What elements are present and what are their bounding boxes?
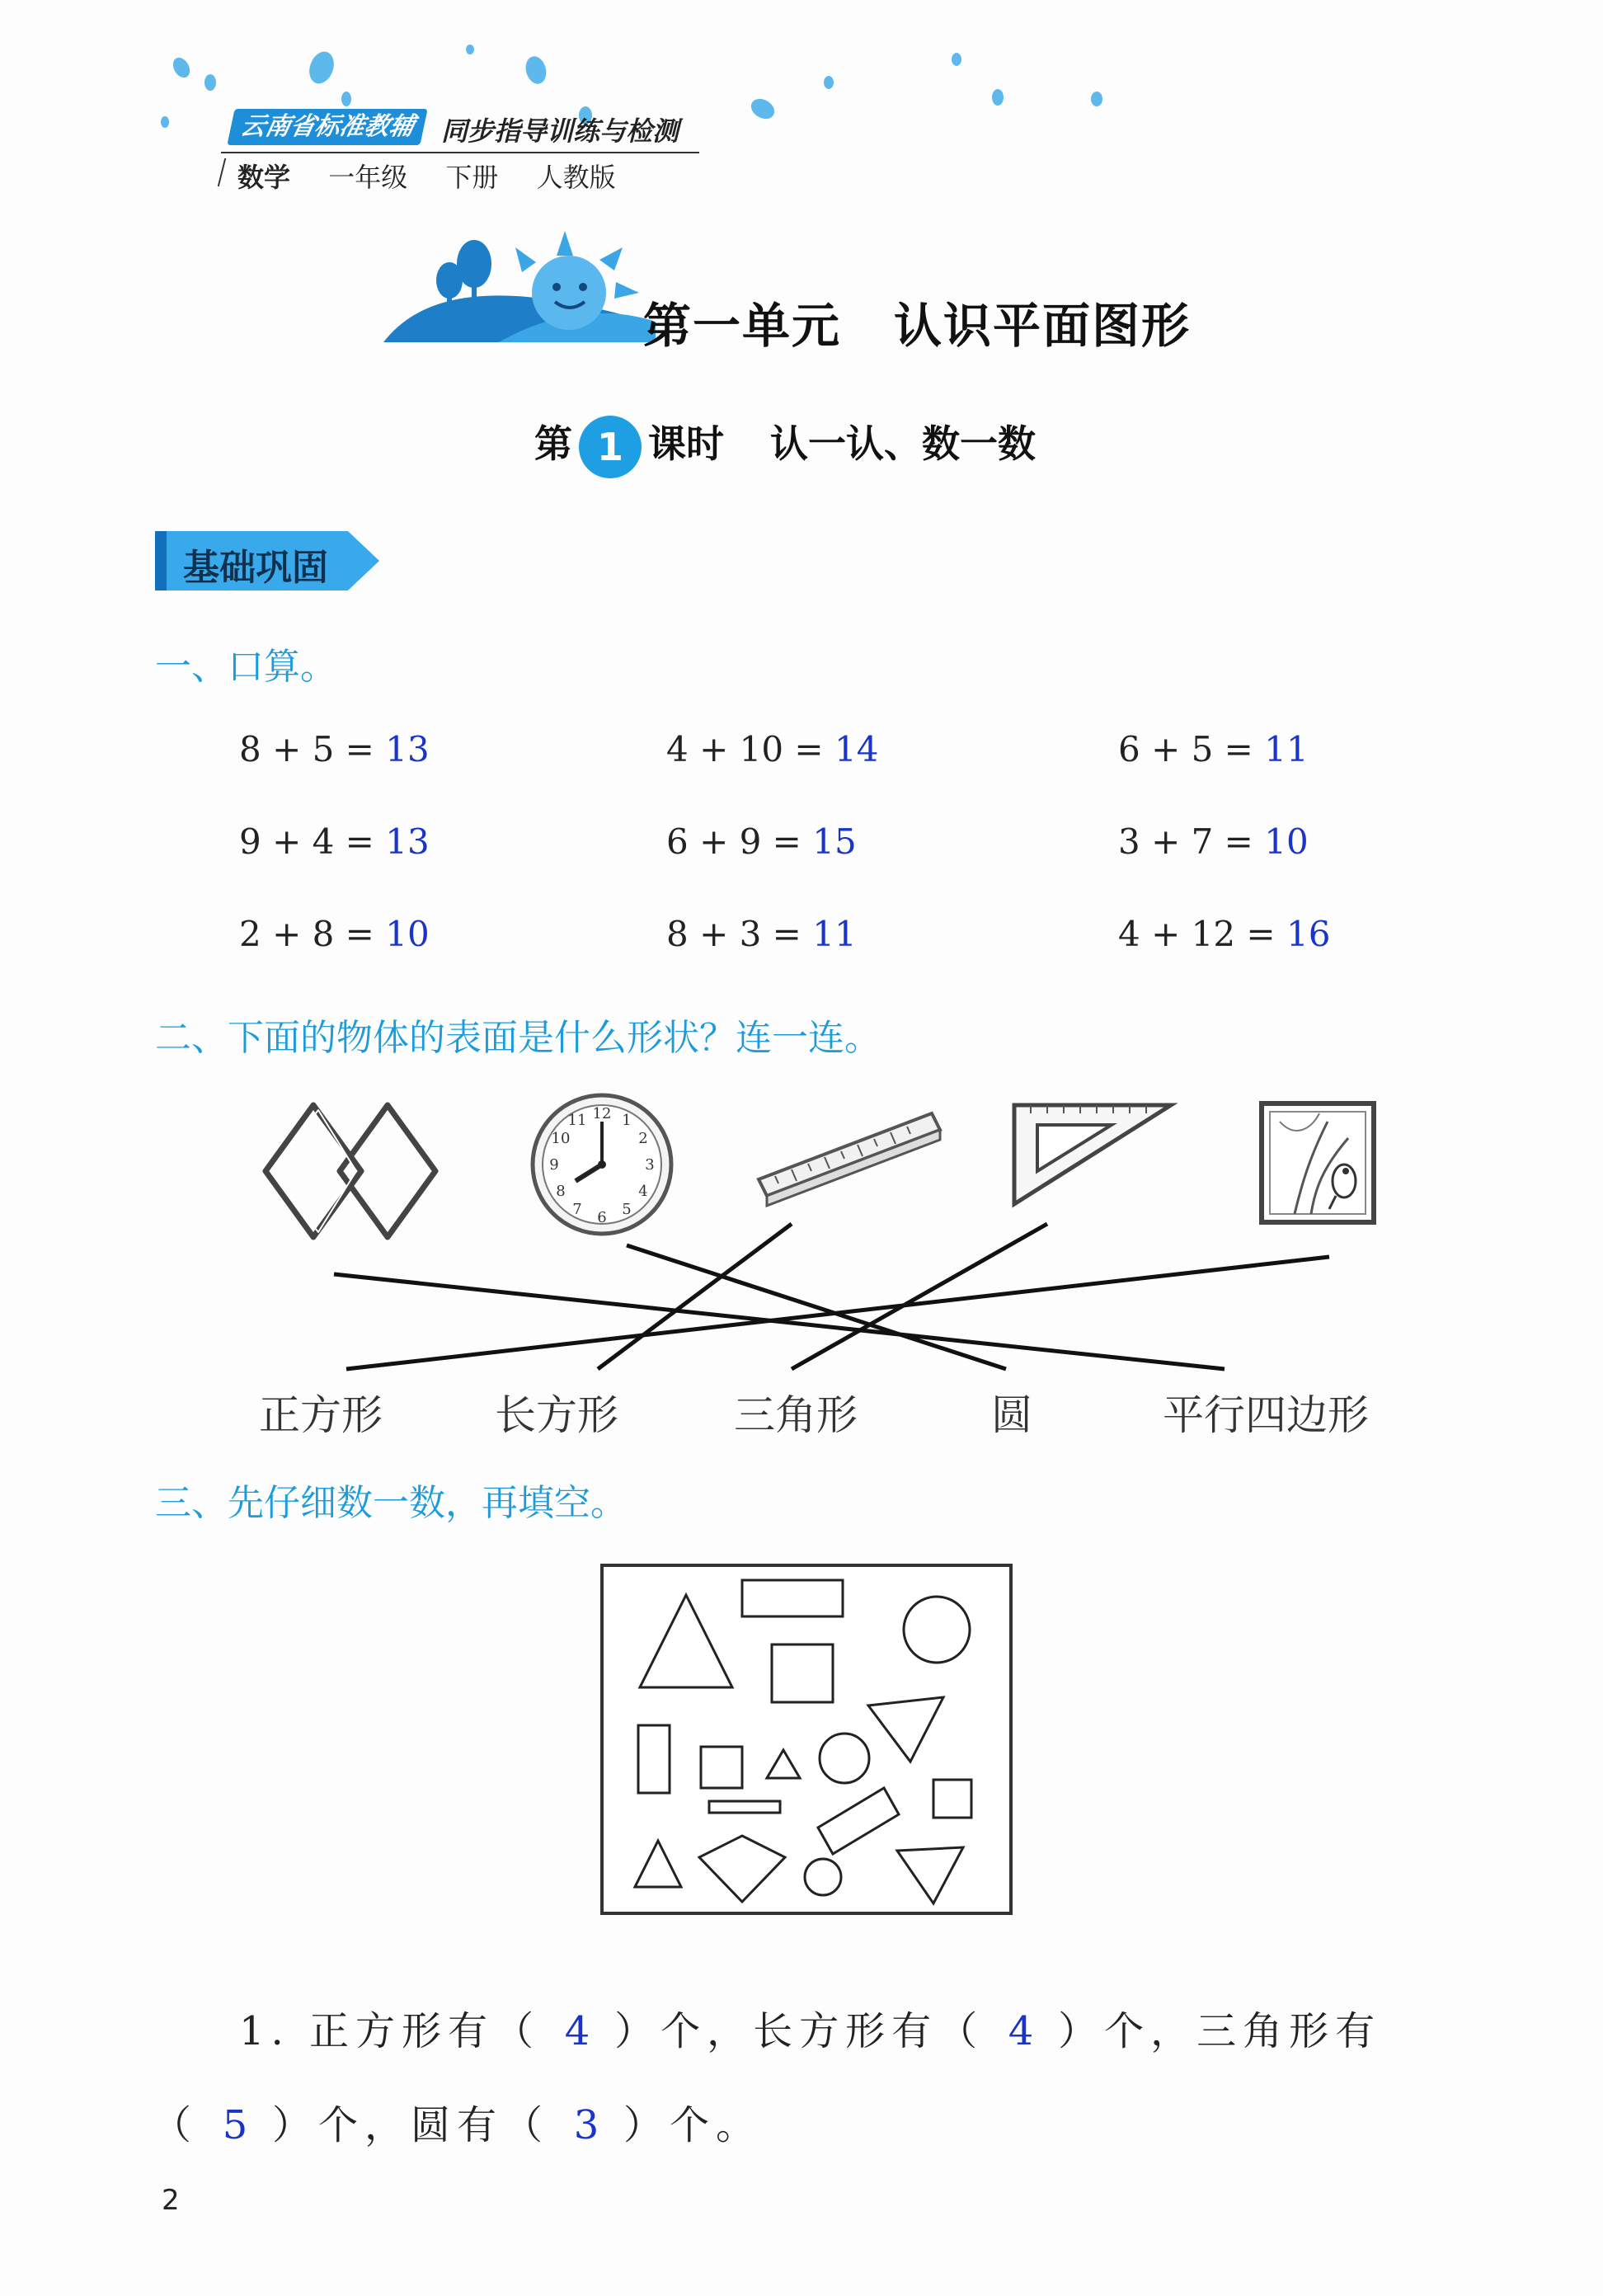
answer: 13: [385, 729, 430, 769]
unit-title: 认识平面图形: [894, 298, 1192, 354]
page-number: 2: [162, 2184, 180, 2217]
volume: 下册: [445, 162, 499, 193]
fill-sentence-line-2: （ 5 ）个，圆有（ 3 ）个。: [152, 2102, 763, 2148]
answer: 11: [812, 914, 857, 954]
svg-text:1: 1: [622, 1112, 632, 1129]
svg-text:7: 7: [572, 1201, 582, 1218]
svg-text:3: 3: [645, 1156, 655, 1174]
lesson-prefix: 第: [534, 421, 572, 466]
answer-triangle-count: 5: [222, 2102, 248, 2148]
unit-number: 第一单元: [643, 298, 842, 354]
question-2-title: 二、下面的物体的表面是什么形状？连一连。: [155, 1017, 881, 1059]
fill-sentence-line-1: 1. 正方形有（ 4 ）个，长方形有（ 4 ）个，三角形有: [239, 2008, 1382, 2054]
equation: 6 + 5 = 11: [1118, 729, 1309, 769]
equation: 6 + 9 = 15: [666, 821, 857, 862]
edition: 人教版: [536, 162, 616, 193]
equation: 4 + 12 = 16: [1118, 914, 1331, 954]
svg-text:10: 10: [551, 1130, 571, 1147]
brand-badge: 云南省标准教辅: [227, 109, 427, 145]
shapes-box: [600, 1564, 1013, 1918]
answer: 16: [1286, 914, 1331, 954]
question-1-title: 一、口算。: [155, 646, 336, 688]
equation: 8 + 5 = 13: [239, 729, 430, 769]
answer: 10: [385, 914, 430, 954]
lesson-number-badge: 1: [579, 416, 642, 478]
svg-text:2: 2: [638, 1130, 648, 1147]
equation: 9 + 4 = 13: [239, 821, 430, 862]
equation: 3 + 7 = 10: [1118, 821, 1309, 862]
answer: 14: [834, 729, 879, 769]
label-triangle: 三角形: [734, 1391, 858, 1439]
svg-text:8: 8: [556, 1183, 566, 1200]
grade: 一年级: [328, 162, 408, 193]
answer-circle-count: 3: [573, 2102, 599, 2148]
subject: 数学: [237, 162, 291, 193]
answer: 10: [1264, 821, 1309, 862]
lesson-suffix: 课时: [648, 421, 724, 466]
answer: 15: [812, 821, 857, 862]
answer: 11: [1264, 729, 1309, 769]
lesson-title: 认一认、数一数: [770, 421, 1036, 466]
equation: 8 + 3 = 11: [666, 914, 857, 954]
equation: 4 + 10 = 14: [666, 729, 879, 769]
question-3-title: 三、先仔细数一数，再填空。: [155, 1482, 627, 1524]
svg-text:11: 11: [567, 1112, 587, 1129]
svg-text:12: 12: [592, 1105, 612, 1122]
answer-rectangle-count: 4: [1008, 2008, 1034, 2054]
answer-square-count: 4: [564, 2008, 590, 2054]
equation: 2 + 8 = 10: [239, 914, 430, 954]
series-title: 同步指导训练与检测: [441, 115, 679, 147]
svg-text:6: 6: [597, 1209, 607, 1226]
label-square: 正方形: [259, 1391, 383, 1439]
label-rectangle: 长方形: [495, 1391, 618, 1439]
svg-text:4: 4: [638, 1183, 648, 1200]
svg-text:9: 9: [549, 1156, 559, 1174]
label-circle: 圆: [991, 1391, 1032, 1439]
label-parallelogram: 平行四边形: [1163, 1391, 1369, 1439]
svg-text:5: 5: [622, 1201, 632, 1218]
section-label: 基础巩固: [183, 547, 328, 589]
answer: 13: [385, 821, 430, 862]
